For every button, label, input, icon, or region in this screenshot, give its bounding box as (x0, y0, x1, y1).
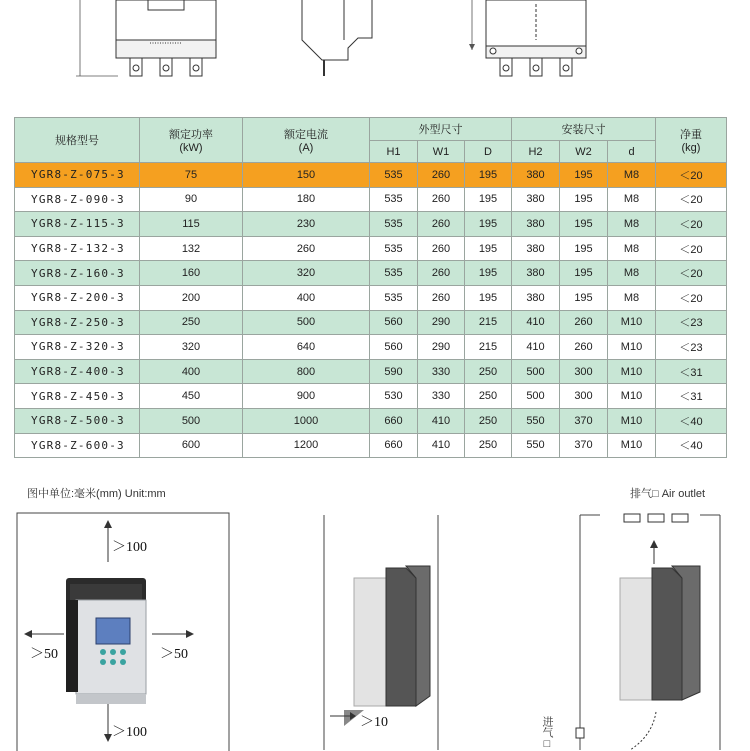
cell-w1: 260 (418, 187, 465, 212)
header-power-unit: (kW) (179, 142, 203, 154)
cell-w1: 260 (418, 285, 465, 310)
cell-weight: ＜31 (656, 384, 727, 409)
cell-h1: 560 (370, 310, 418, 335)
cell-d-depth: 195 (465, 261, 512, 286)
header-d-depth: D (465, 141, 512, 163)
airflow-clearance-panel (576, 514, 720, 750)
cell-d-bolt: M10 (608, 408, 656, 433)
header-model: 规格型号 (15, 118, 140, 163)
cell-h2: 550 (512, 433, 560, 458)
header-current (243, 118, 370, 163)
cell-w2: 370 (560, 433, 608, 458)
cell-w1: 260 (418, 261, 465, 286)
cell-weight: ＜20 (656, 285, 727, 310)
cell-w1: 260 (418, 163, 465, 188)
cell-model: YGR8-Z-075-3 (15, 163, 140, 188)
header-h2: H2 (512, 141, 560, 163)
cell-h2: 380 (512, 163, 560, 188)
cell-h2: 410 (512, 310, 560, 335)
cell-h2: 380 (512, 236, 560, 261)
table-row (15, 384, 727, 409)
header-weight-label: 净重 (680, 129, 702, 141)
cell-power: 75 (140, 163, 243, 188)
cell-current: 260 (243, 236, 370, 261)
cell-w1: 410 (418, 408, 465, 433)
cell-weight: ＜40 (656, 408, 727, 433)
header-current-label: 额定电流 (284, 129, 328, 141)
cell-w2: 195 (560, 285, 608, 310)
clearance-top: ＞100 (112, 540, 147, 555)
header-current-unit: (A) (298, 142, 314, 154)
table-row (15, 433, 727, 458)
cell-model: YGR8-Z-200-3 (15, 285, 140, 310)
cell-h2: 550 (512, 408, 560, 433)
cell-power: 132 (140, 236, 243, 261)
cell-d-depth: 195 (465, 163, 512, 188)
clearance-side-back: ＞10 (360, 715, 388, 730)
cell-power: 200 (140, 285, 243, 310)
cell-model: YGR8-Z-320-3 (15, 335, 140, 360)
cell-w1: 260 (418, 212, 465, 237)
table-row (15, 236, 727, 261)
top-dimension-drawings (0, 0, 750, 110)
cell-h1: 535 (370, 212, 418, 237)
cell-current: 500 (243, 310, 370, 335)
cell-h1: 535 (370, 261, 418, 286)
cell-d-bolt: M8 (608, 236, 656, 261)
cell-weight: ＜31 (656, 359, 727, 384)
cell-w1: 290 (418, 335, 465, 360)
cell-model: YGR8-Z-115-3 (15, 212, 140, 237)
cell-current: 230 (243, 212, 370, 237)
cell-model: YGR8-Z-500-3 (15, 408, 140, 433)
table-row (15, 187, 727, 212)
cell-d-bolt: M10 (608, 433, 656, 458)
cell-w2: 195 (560, 163, 608, 188)
cell-power: 500 (140, 408, 243, 433)
cell-current: 800 (243, 359, 370, 384)
cell-d-depth: 195 (465, 285, 512, 310)
cell-h1: 560 (370, 335, 418, 360)
cell-d-bolt: M8 (608, 261, 656, 286)
header-install-size: 安装尺寸 (512, 118, 656, 141)
cell-current: 1000 (243, 408, 370, 433)
cell-d-depth: 215 (465, 335, 512, 360)
side-view-drawing (302, 0, 372, 76)
cell-d-depth: 250 (465, 384, 512, 409)
cell-d-depth: 250 (465, 433, 512, 458)
cell-w2: 260 (560, 335, 608, 360)
table-row (15, 261, 727, 286)
cell-weight: ＜40 (656, 433, 727, 458)
cell-w2: 195 (560, 261, 608, 286)
cell-weight: ＜20 (656, 163, 727, 188)
header-power (140, 118, 243, 163)
cell-w2: 195 (560, 236, 608, 261)
header-power-label: 额定功率 (169, 129, 213, 141)
cell-d-bolt: M8 (608, 187, 656, 212)
cell-power: 90 (140, 187, 243, 212)
cell-w2: 195 (560, 187, 608, 212)
cell-power: 450 (140, 384, 243, 409)
air-inlet-label: 进气□ (541, 716, 553, 750)
cell-h2: 500 (512, 384, 560, 409)
cell-w2: 260 (560, 310, 608, 335)
cell-weight: ＜23 (656, 310, 727, 335)
table-row (15, 359, 727, 384)
cell-weight: ＜23 (656, 335, 727, 360)
table-row (15, 335, 727, 360)
cell-power: 250 (140, 310, 243, 335)
cell-d-bolt: M8 (608, 163, 656, 188)
cell-model: YGR8-Z-600-3 (15, 433, 140, 458)
cell-d-depth: 215 (465, 310, 512, 335)
cell-h1: 530 (370, 384, 418, 409)
rear-view-drawing (469, 0, 586, 76)
cell-current: 400 (243, 285, 370, 310)
cell-h1: 590 (370, 359, 418, 384)
cell-w2: 370 (560, 408, 608, 433)
cell-current: 320 (243, 261, 370, 286)
soft-starter-device (66, 578, 146, 704)
cell-h1: 535 (370, 163, 418, 188)
cell-weight: ＜20 (656, 187, 727, 212)
cell-weight: ＜20 (656, 212, 727, 237)
cell-w1: 290 (418, 310, 465, 335)
clearance-bottom: ＞100 (112, 725, 147, 740)
cell-w1: 410 (418, 433, 465, 458)
header-weight (656, 118, 727, 163)
header-weight-unit: (kg) (681, 142, 701, 154)
cell-h2: 380 (512, 261, 560, 286)
cell-model: YGR8-Z-450-3 (15, 384, 140, 409)
air-vent-icon (648, 514, 664, 522)
cell-model: YGR8-Z-090-3 (15, 187, 140, 212)
cell-d-bolt: M8 (608, 285, 656, 310)
cell-current: 640 (243, 335, 370, 360)
clearance-right: ＞50 (160, 647, 188, 662)
cell-w2: 300 (560, 359, 608, 384)
front-view-drawing (76, 0, 216, 76)
air-vent-icon (672, 514, 688, 522)
header-outer-size: 外型尺寸 (370, 118, 512, 141)
cell-h1: 535 (370, 236, 418, 261)
cell-current: 1200 (243, 433, 370, 458)
unit-note: 图中单位:毫米(mm) Unit:mm (27, 488, 166, 500)
cell-w1: 330 (418, 359, 465, 384)
cell-h2: 380 (512, 187, 560, 212)
spec-table-body (15, 163, 727, 458)
table-row (15, 285, 727, 310)
cell-h1: 660 (370, 408, 418, 433)
cell-d-bolt: M8 (608, 212, 656, 237)
cell-model: YGR8-Z-132-3 (15, 236, 140, 261)
cell-h2: 380 (512, 212, 560, 237)
spec-table (14, 117, 727, 458)
cell-d-bolt: M10 (608, 384, 656, 409)
cell-power: 600 (140, 433, 243, 458)
table-row (15, 310, 727, 335)
table-row (15, 163, 727, 188)
cell-power: 400 (140, 359, 243, 384)
cell-current: 900 (243, 384, 370, 409)
cell-h1: 535 (370, 187, 418, 212)
header-w2: W2 (560, 141, 608, 163)
cell-power: 160 (140, 261, 243, 286)
cell-h2: 380 (512, 285, 560, 310)
header-d-bolt: d (608, 141, 656, 163)
cell-model: YGR8-Z-250-3 (15, 310, 140, 335)
cell-current: 180 (243, 187, 370, 212)
air-inlet-vent-icon (576, 728, 584, 738)
cell-d-depth: 195 (465, 187, 512, 212)
cell-d-depth: 250 (465, 408, 512, 433)
cell-power: 115 (140, 212, 243, 237)
table-row (15, 408, 727, 433)
cell-d-depth: 250 (465, 359, 512, 384)
cell-w1: 330 (418, 384, 465, 409)
cell-h2: 500 (512, 359, 560, 384)
air-outlet-label: 排气□ Air outlet (630, 488, 706, 500)
cell-power: 320 (140, 335, 243, 360)
header-h1: H1 (370, 141, 418, 163)
cell-model: YGR8-Z-400-3 (15, 359, 140, 384)
cell-d-depth: 195 (465, 212, 512, 237)
header-w1: W1 (418, 141, 465, 163)
cell-h1: 535 (370, 285, 418, 310)
cell-weight: ＜20 (656, 261, 727, 286)
cell-w2: 195 (560, 212, 608, 237)
cell-w2: 300 (560, 384, 608, 409)
cell-d-depth: 195 (465, 236, 512, 261)
cell-d-bolt: M10 (608, 335, 656, 360)
table-row (15, 212, 727, 237)
air-vent-icon (624, 514, 640, 522)
cell-h1: 660 (370, 433, 418, 458)
cell-d-bolt: M10 (608, 310, 656, 335)
cell-w1: 260 (418, 236, 465, 261)
cell-model: YGR8-Z-160-3 (15, 261, 140, 286)
cell-d-bolt: M10 (608, 359, 656, 384)
cell-current: 150 (243, 163, 370, 188)
cell-weight: ＜20 (656, 236, 727, 261)
clearance-left: ＞50 (30, 647, 58, 662)
cell-h2: 410 (512, 335, 560, 360)
